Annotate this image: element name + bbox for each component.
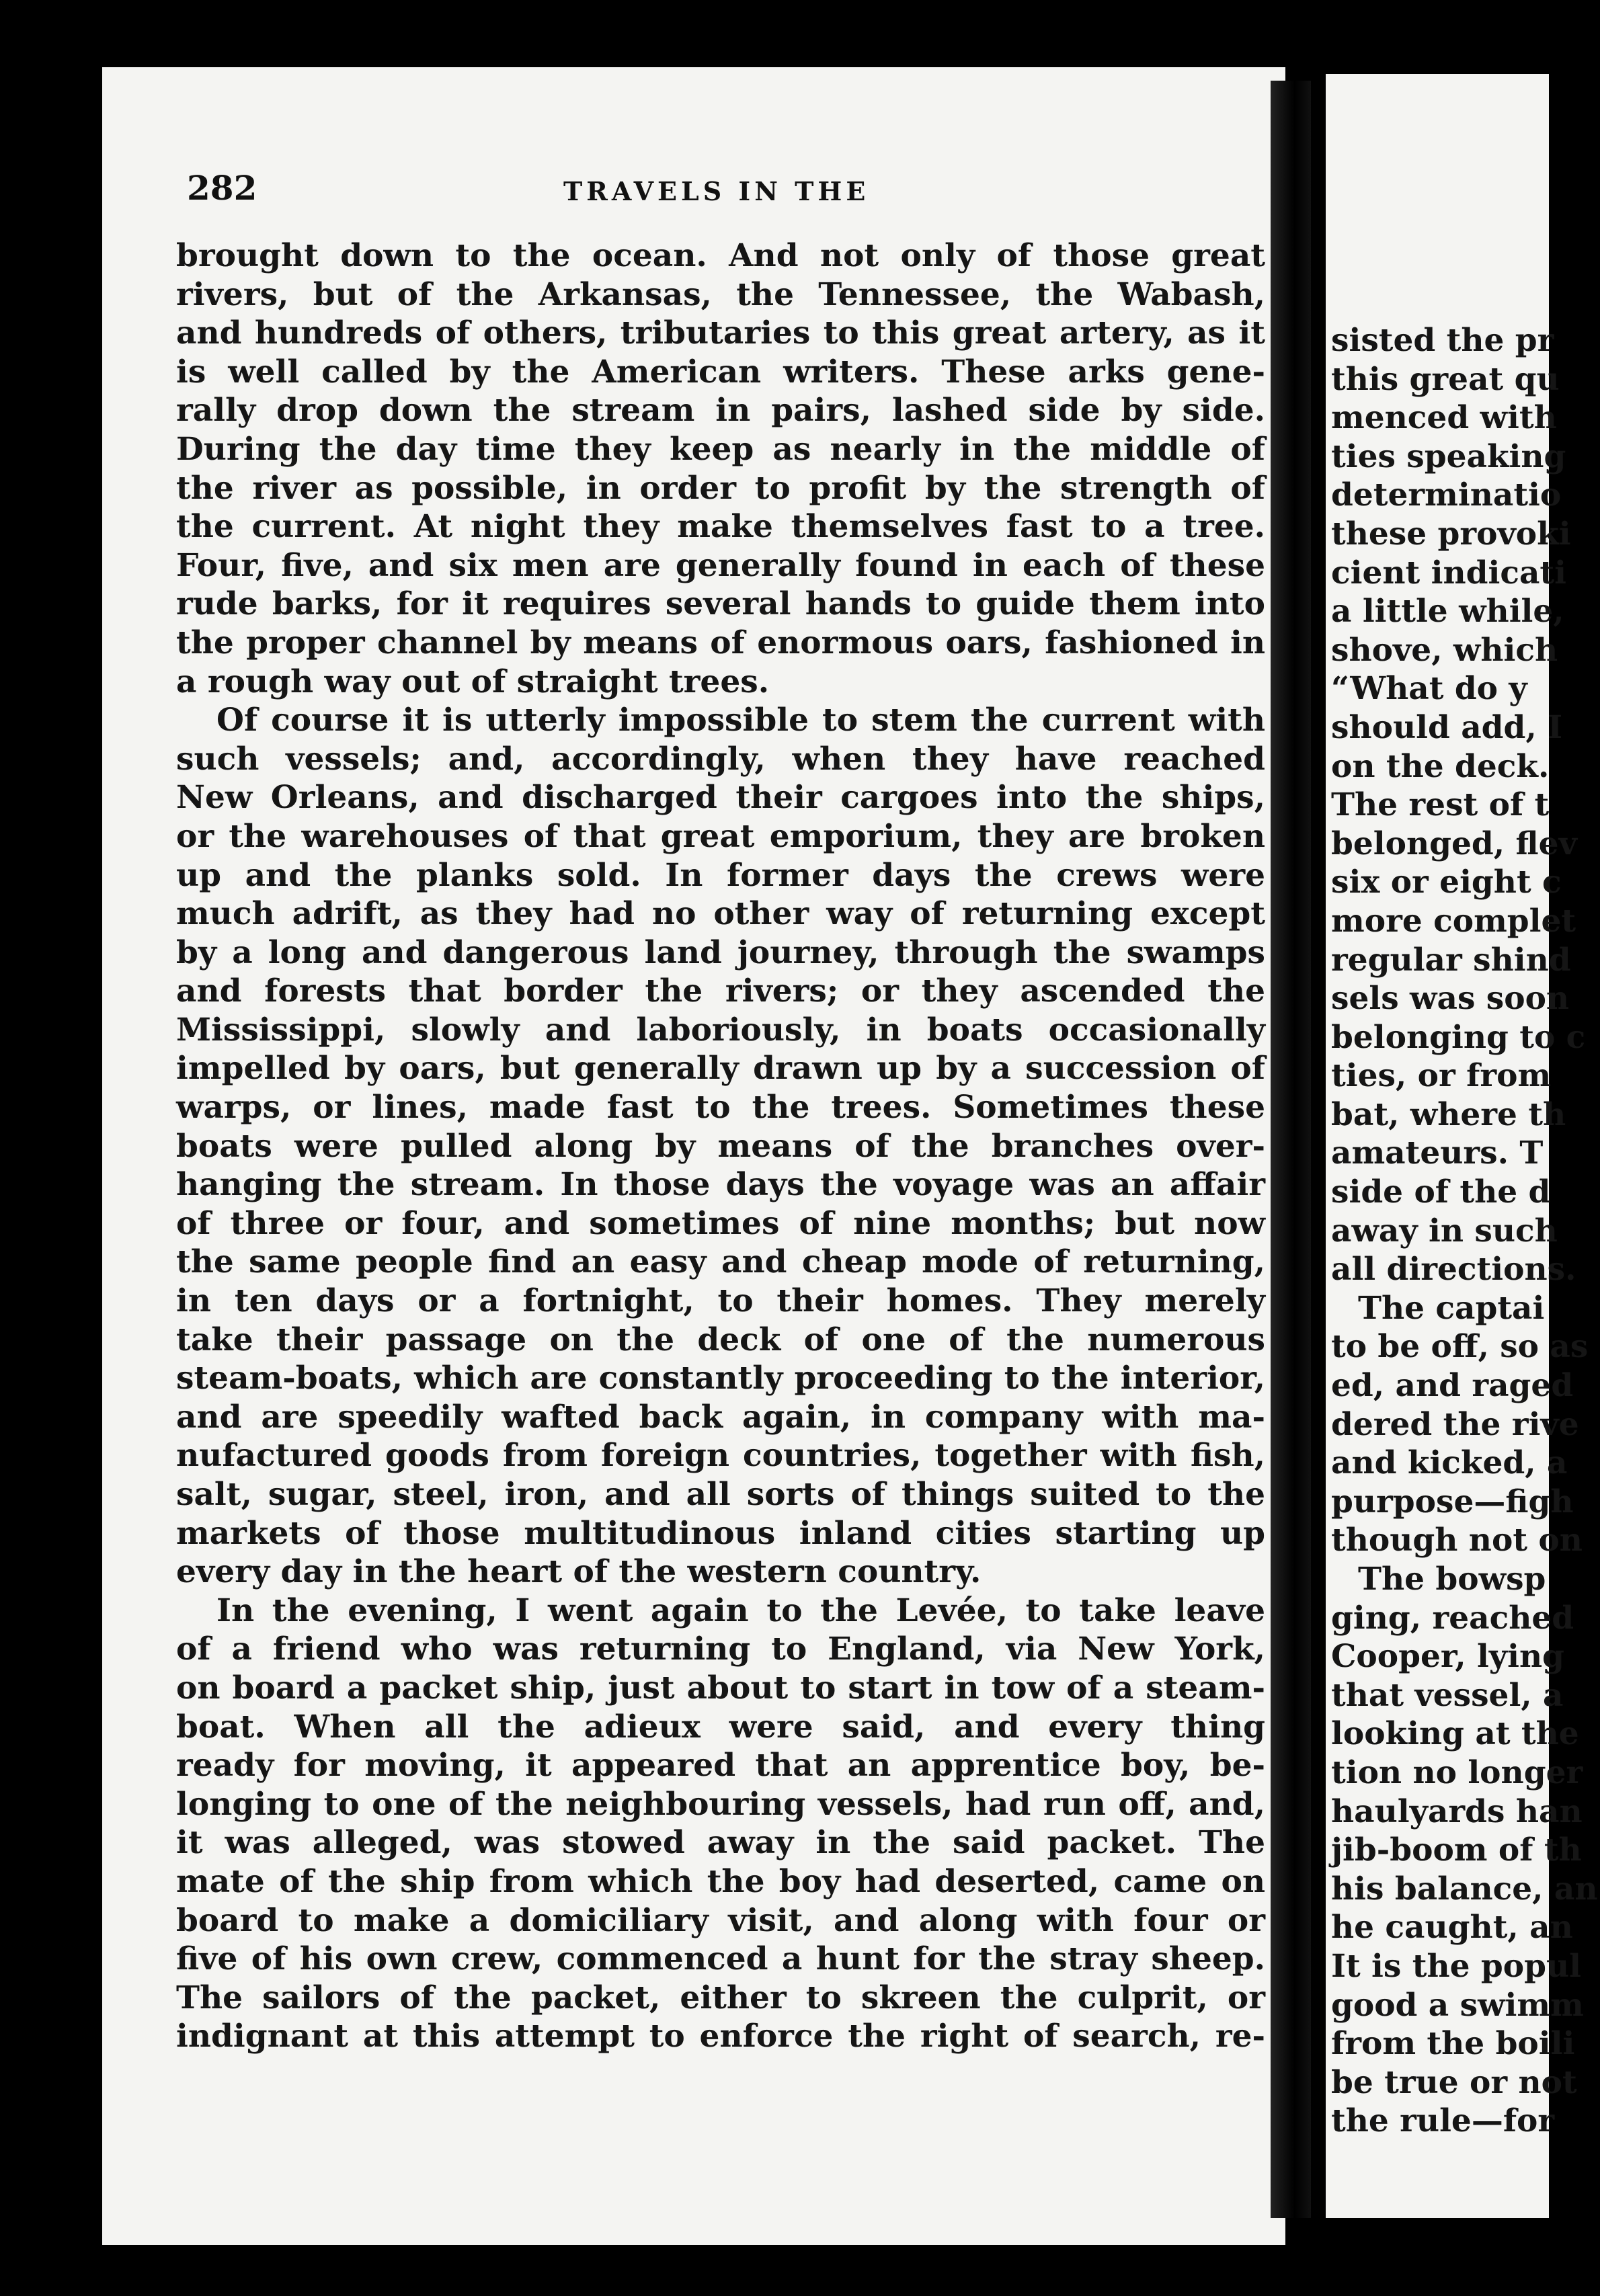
text-line: The captai [1358,1289,1545,1327]
text-line: “What do y [1331,670,1527,708]
text-line: determinatio [1331,477,1562,514]
text-line: he caught, an [1331,1909,1573,1946]
text-line: up and the planks sold. In former days the crews were [176,856,1265,894]
running-head: TRAVELS IN THE [563,176,870,206]
text-line: a little while, [1331,593,1564,630]
text-line: During the day time they keep as nearly in the middle of [176,430,1265,468]
text-line: impelled by oars, but generally drawn up by a succession of [176,1050,1265,1088]
text-line: though not on [1331,1522,1583,1559]
text-line: steam-boats, which are constantly proceeding to the interior, [176,1360,1265,1397]
text-line: of a friend who was returning to England, via New York, [176,1631,1265,1668]
text-line: boat. When all the adieux were said, and every thing [176,1708,1265,1746]
text-line: side of the d [1331,1174,1551,1211]
text-line: ties, or from [1331,1057,1552,1095]
text-line: ging, reached [1331,1599,1574,1637]
text-line: such vessels; and, accordingly, when they have reached [176,740,1265,778]
book-gutter [1271,81,1311,2218]
text-line: regular shind [1331,941,1571,979]
text-line: salt, sugar, steel, iron, and all sorts of things suited to the [176,1476,1265,1513]
text-line: or the warehouses of that great emporium, they are broken [176,817,1265,855]
text-line: the proper channel by means of enormous oars, fashioned in [176,624,1265,661]
text-line: Mississippi, slowly and laboriously, in boats occasionally [176,1011,1265,1049]
text-line: warps, or lines, made fast to the trees. Sometimes these [176,1089,1265,1126]
text-line: it was alleged, was stowed away in the said packet. The [176,1824,1265,1862]
page-header [187,168,1263,208]
text-line: ready for moving, it appeared that an apprentice boy, be- [176,1747,1265,1785]
text-line: a rough way out of straight trees. [176,663,770,700]
text-line: tion no longer [1331,1754,1583,1791]
text-line: every day in the heart of the western country. [176,1553,982,1591]
text-line: belonged, flev [1331,825,1577,862]
text-line: The bowsp [1358,1561,1546,1598]
text-line: away in such [1331,1212,1558,1249]
text-line: indignant at this attempt to enforce the right of search, re- [176,2018,1265,2055]
text-line: The rest of t [1331,786,1550,824]
text-line: the same people find an easy and cheap mode of returning, [176,1243,1265,1281]
text-line: ties speaking [1331,438,1566,475]
text-line: and kicked, a [1331,1444,1568,1482]
text-line: is well called by the American writers. These arks gene- [176,353,1265,391]
text-line: on board a packet ship, just about to start in tow of a steam- [176,1669,1265,1707]
page-number: 282 [187,168,257,208]
text-line: that vessel, a [1331,1676,1564,1714]
text-line: boats were pulled along by means of the branches over- [176,1127,1265,1165]
text-line: rude barks, for it requires several hands to guide them into [176,585,1265,623]
text-line: amateurs. T [1331,1135,1544,1172]
text-line: The sailors of the packet, either to skreen the culprit, or [176,1979,1265,2016]
text-line: this great qu [1331,360,1560,398]
text-line: to be off, so as [1331,1328,1589,1366]
text-line: longing to one of the neighbouring vessels, had run off, and, [176,1785,1265,1823]
text-line: ed, and raged [1331,1367,1574,1405]
text-line: by a long and dangerous land journey, through the swamps [176,934,1265,971]
text-line: shove, which [1331,631,1558,669]
left-page-text [176,237,1265,2056]
text-line: rivers, but of the Arkansas, the Tennessee, the Wabash, [176,276,1265,313]
text-line: looking at the [1331,1715,1579,1753]
text-line: six or eight c [1331,864,1562,901]
text-line: Four, five, and six men are generally found in each of these [176,546,1265,584]
text-line: and are speedily wafted back again, in company with ma- [176,1398,1265,1436]
text-line: jib-boom of th [1331,1832,1582,1869]
text-line: much adrift, as they had no other way of returning except [176,895,1265,933]
text-line: of three or four, and sometimes of nine months; but now [176,1204,1265,1242]
text-line: bat, where th [1331,1096,1566,1133]
text-line: markets of those multitudinous inland cities starting up [176,1514,1265,1552]
text-line: the rule—for [1331,2102,1555,2140]
text-line: Cooper, lying [1331,1638,1564,1676]
text-line: take their passage on the deck of one of the numerous [176,1321,1265,1358]
text-line: sisted the pr [1331,322,1554,359]
text-line: in ten days or a fortnight, to their homes. They merely [176,1282,1265,1320]
text-line: nufactured goods from foreign countries, together with fish, [176,1437,1265,1475]
text-line: should add, I [1331,708,1563,746]
text-line: good a swimm [1331,1986,1584,2024]
text-line: and forests that border the rivers; or they ascended the [176,973,1265,1010]
text-line: cient indicati [1331,554,1566,591]
text-line: on the deck. [1331,747,1550,785]
text-line: and hundreds of others, tributaries to this great artery, as it [176,315,1265,352]
text-line: mate of the ship from which the boy had deserted, came on [176,1862,1265,1900]
text-line: New Orleans, and discharged their cargoes into the ships, [176,779,1265,817]
right-page-text [1331,321,1600,2141]
text-line: In the evening, I went again to the Levée, to take leave [216,1592,1265,1629]
text-line: brought down to the ocean. And not only of those great [176,237,1265,274]
text-line: more complet [1331,902,1576,940]
text-line: hanging the stream. In those days the voyage was an affair [176,1166,1265,1204]
text-line: Of course it is utterly impossible to stem the current with [216,702,1265,739]
right-page [1326,74,1598,2218]
text-line: his balance, an [1331,1870,1598,1908]
text-line: haulyards han [1331,1793,1583,1830]
text-line: rally drop down the stream in pairs, lashed side by side. [176,392,1265,429]
text-line: belonging to c [1331,1018,1586,1056]
text-line: be true or not [1331,2063,1577,2101]
text-line: the river as possible, in order to profit by the strength of [176,469,1265,507]
text-line: It is the popul [1331,1947,1581,1985]
text-line: from the boili [1331,2025,1575,2063]
text-line: board to make a domiciliary visit, and along with four or [176,1901,1265,1939]
text-line: purpose—figh [1331,1483,1574,1520]
text-line: five of his own crew, commenced a hunt for the stray sheep. [176,1940,1265,1978]
text-line: the current. At night they make themselves fast to a tree. [176,508,1265,546]
text-line: sels was soon [1331,980,1570,1018]
text-line: these provoki [1331,515,1571,552]
text-line: all directions. [1331,1251,1576,1288]
text-line: dered the rive [1331,1405,1579,1443]
text-line: menced with [1331,399,1557,437]
